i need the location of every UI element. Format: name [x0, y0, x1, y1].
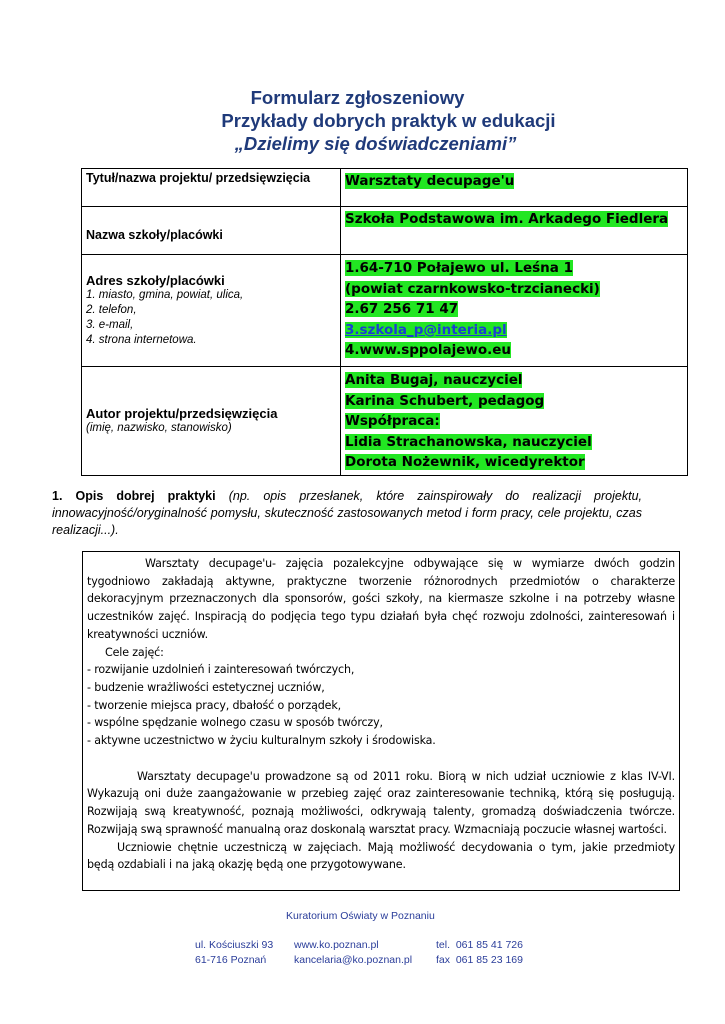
- row-school: [82, 207, 688, 255]
- footer-phones: [436, 938, 523, 967]
- author-label: Autor projektu/przedsięwzięcia: [86, 405, 278, 421]
- address-email-link[interactable]: 3.szkola_p@interia.pl: [345, 321, 507, 338]
- goal-item: - rozwijanie uzdolnień i zainteresowań twórczych,: [87, 663, 355, 677]
- school-value-text: Szkoła Podstawowa im. Arkadego Fiedlera: [345, 211, 669, 227]
- author-line-1: Anita Bugaj, nauczyciel: [345, 372, 523, 388]
- goal-item: - tworzenie miejsca pracy, dbałość o porządek,: [87, 698, 342, 712]
- address-hint-3: 3. e-mail,: [86, 319, 134, 331]
- goals-label: Cele zajęć:: [105, 645, 164, 659]
- author-line-4: Lidia Strachanowska, nauczyciel: [345, 433, 592, 450]
- project-value-text: Warsztaty decupage'u: [345, 173, 515, 189]
- address-phone: 2.67 256 71 47: [345, 301, 459, 317]
- title-line-2: Przykłady dobrych praktyk w edukacji: [221, 110, 556, 131]
- author-label-cell: [82, 367, 341, 476]
- section-1-heading: [52, 488, 642, 539]
- author-line-2: Karina Schubert, pedagog: [345, 392, 545, 409]
- description-para-3: Uczniowie chętnie uczestniczą w zajęciach. Mają możliwość decydowania o tym, jakie przedmioty będą ozdabiali i na jaką okazję będą one przygotowywane.: [87, 840, 675, 872]
- description-para-2: Warsztaty decupage'u prowadzone są od 2011 roku. Biorą w nich udział uczniowie z klas IV-VI. Wykazują oni duże zaangażowanie w przebieg zajęć oraz zainteresowanie techniką, którą się posługują. Rozwijają swą kreatywność, poznają możliwości, odkrywają talenty, gromadzą doświadczenia twórcze. Rozwijają swą sprawność manualną oraz doskonalą warsztat pracy. Wzmacniają poczucie własnej wartości.: [87, 769, 675, 836]
- school-label: Nazwa szkoły/placówki: [86, 227, 223, 242]
- application-form-table: [81, 168, 688, 476]
- form-title: [0, 86, 725, 155]
- address-label: Adres szkoły/placówki: [86, 273, 225, 288]
- footer-organization: Kuratorium Oświaty w Poznaniu: [286, 910, 435, 922]
- address-line-1: 1.64-710 Połajewo ul. Leśna 1: [345, 260, 573, 276]
- address-website: 4.www.sppolajewo.eu: [345, 342, 512, 358]
- goal-item: - aktywne uczestnictwo w życiu kulturalnym szkoły i środowiska.: [87, 734, 436, 748]
- description-para-1: Warsztaty decupage'u- zajęcia pozalekcyjne odbywające się w wymiarze dwóch godzin tygodniowo zakładają aktywne, praktyczne tworzenie różnorodnych przedmiotów o charakterze dekoracyjnym przeznaczonych dla sponsorów, gości szkoły, na kiermasze szkolne i na potrzeby własne uczestników zajęć. Inspiracją do podjęcia tego typu działań była chęć rozwoju zdolności, zainteresowań i kreatywności uczniów.: [87, 557, 675, 641]
- footer-website[interactable]: www.ko.poznan.pl: [294, 939, 379, 951]
- footer-tel: tel. 061 85 41 726: [436, 939, 523, 951]
- footer-contact: [294, 938, 412, 967]
- address-hint-4: 4. strona internetowa.: [86, 334, 197, 346]
- title-line-3: „Dzielimy się doświadczeniami”: [234, 133, 517, 154]
- address-label-cell: [82, 255, 341, 367]
- paragraph-gap: [87, 750, 675, 768]
- footer-city: 61-716 Poznań: [195, 953, 267, 966]
- description-box[interactable]: [82, 551, 680, 891]
- address-value[interactable]: [341, 255, 688, 367]
- goal-item: - wspólne spędzanie wolnego czasu w sposób twórczy,: [87, 716, 383, 730]
- row-author: [82, 367, 688, 476]
- row-project: [82, 169, 688, 207]
- school-value[interactable]: [341, 207, 688, 255]
- footer-street: ul. Kościuszki 93: [195, 939, 274, 951]
- project-label: Tytuł/nazwa projektu/ przedsięwzięcia: [82, 169, 341, 207]
- footer-fax: fax 061 85 23 169: [436, 953, 523, 966]
- author-line-5: Dorota Nożewnik, wicedyrektor: [345, 454, 585, 470]
- address-hint-1: 1. miasto, gmina, powiat, ulica,: [86, 289, 244, 301]
- section-1-title: 1. Opis dobrej praktyki: [52, 489, 216, 503]
- section-1-hint: (np. opis przesłanek, które zainspirowały do realizacji projektu, innowacyjność/oryginalność pomysłu, skuteczność zastosowanych metod i form pracy, cele projektu, czas realizacji...).: [52, 489, 642, 537]
- title-line-1: Formularz zgłoszeniowy: [250, 87, 465, 108]
- author-hint: (imię, nazwisko, stanowisko): [86, 421, 232, 434]
- footer-address: [195, 938, 273, 967]
- address-line-2: (powiat czarnkowsko-trzcianecki): [345, 280, 600, 297]
- address-hint-2: 2. telefon,: [86, 304, 137, 316]
- footer-email[interactable]: kancelaria@ko.poznan.pl: [294, 953, 413, 966]
- school-label-cell: [82, 207, 341, 255]
- goal-item: - budzenie wrażliwości estetycznej uczniów,: [87, 680, 325, 694]
- author-line-3: Współpraca:: [345, 413, 440, 429]
- author-value[interactable]: [341, 367, 688, 476]
- project-value[interactable]: [341, 169, 688, 207]
- row-address: [82, 255, 688, 367]
